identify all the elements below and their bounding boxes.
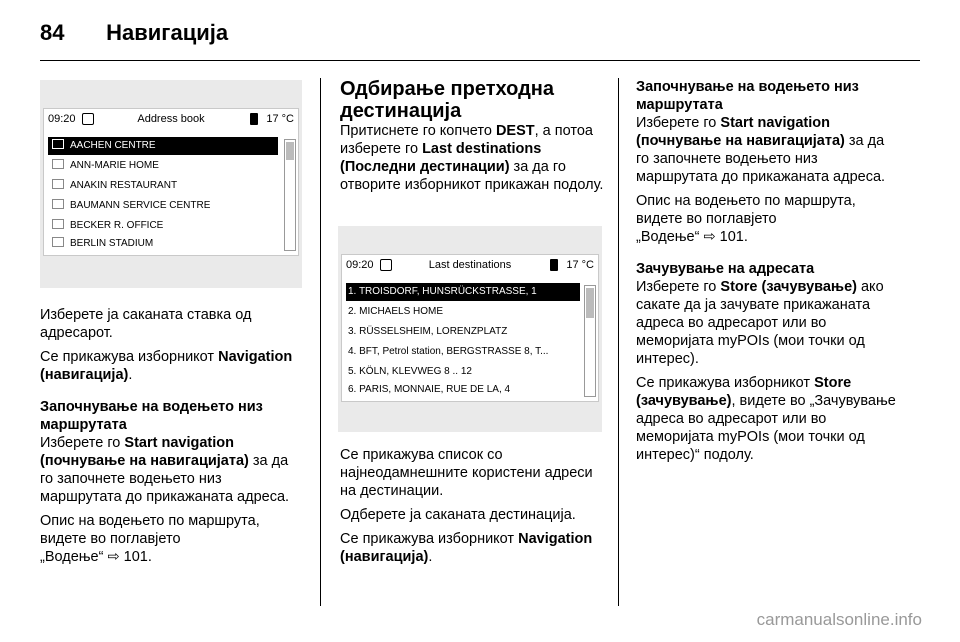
section-heading: Започнување на водењето низ маршрутата [636, 79, 859, 113]
cross-reference: „Водење“ ⇨ 101. [40, 549, 152, 565]
column-divider [320, 78, 321, 606]
list-item[interactable]: BAUMANN SERVICE CENTRE [48, 197, 210, 215]
scrollbar[interactable] [284, 139, 296, 251]
address-book-screen [43, 108, 299, 256]
paragraph: Опис на водењето по маршрута, видете во поглавјето „Водење“ ⇨ 101. [636, 193, 856, 245]
address-card-icon [52, 199, 64, 209]
middle-column [340, 78, 605, 200]
right-column [636, 78, 901, 470]
address-card-icon [52, 237, 64, 247]
paragraph: Притиснете го копчето DEST, а потоа изберете го Last destinations (Последни дестинации) за да го отворите изборникот прикажан подолу. [340, 123, 604, 193]
list-item[interactable]: 6. PARIS, MONNAIE, RUE DE LA, 4 [348, 384, 511, 395]
section-heading: Започнување на водењето низ маршрутата [40, 399, 263, 433]
screen-title: Address book [137, 113, 205, 125]
address-card-icon [52, 179, 64, 189]
paragraph: Изберете го Store (зачувување) ако сакате да ја зачувате прикажаната адреса во адресарот или во меморијата myPOIs (мои точки од интерес). [636, 279, 884, 367]
paragraph: Опис на водењето по маршрута, видете во поглавјето „Водење“ ⇨ 101. [40, 513, 260, 565]
paragraph: Одберете ја саканата дестинација. [340, 507, 576, 523]
phone-icon [250, 113, 258, 125]
watermark: carmanualsonline.info [756, 610, 922, 629]
status-bar [342, 255, 598, 275]
list-item[interactable]: 4. BFT, Petrol station, BERGSTRASSE 8, T... [348, 346, 549, 357]
cross-reference: „Водење“ ⇨ 101. [636, 229, 748, 245]
address-book-screenshot [40, 80, 302, 288]
paragraph: Изберете го Start navigation (почнување на навигацијата) за да го започнете водењето низ маршрутата до прикажаната адреса. [40, 435, 290, 505]
paragraph: Се прикажува изборникот Navigation (навигација). [40, 349, 293, 383]
header-rule [40, 60, 920, 61]
address-card-icon [52, 139, 64, 149]
page-header [40, 20, 228, 46]
paragraph: Изберете ја саканата ставка од адресарот. [40, 307, 252, 341]
scrollbar-thumb[interactable] [286, 142, 294, 160]
list-item[interactable]: BECKER R. OFFICE [48, 217, 163, 235]
list-item[interactable]: AACHEN CENTRE [48, 137, 278, 155]
page-title: Навигација [106, 20, 229, 45]
list-item[interactable]: ANN-MARIE HOME [48, 157, 159, 175]
address-card-icon [52, 159, 64, 169]
last-destinations-screenshot [338, 226, 602, 432]
scrollbar[interactable] [584, 285, 596, 397]
list-item[interactable]: BERLIN STADIUM [48, 235, 153, 253]
temperature: 17 °C [266, 113, 294, 125]
paragraph: Се прикажува изборникот Store (зачувување), видете во „Зачувување адреса во адресарот или во меморијата myPOIs (мои точки од интерес)“ подолу. [636, 375, 896, 463]
last-destinations-screen [341, 254, 599, 402]
status-bar [44, 109, 298, 129]
list-item[interactable]: ANAKIN RESTAURANT [48, 177, 177, 195]
list-item[interactable]: 3. RÜSSELSHEIM, LORENZPLATZ [348, 326, 508, 337]
scrollbar-thumb[interactable] [586, 288, 594, 318]
paragraph: Се прикажува список со најнеодамнешните користени адреси на дестинации. [340, 447, 593, 499]
clock-time: 09:20 [346, 259, 374, 271]
address-card-icon [52, 219, 64, 229]
list-item[interactable]: 5. KÖLN, KLEVWEG 8 .. 12 [348, 366, 472, 377]
paragraph: Се прикажува изборникот Navigation (навигација). [340, 531, 593, 565]
section-heading: Одбирање претходна дестинација [340, 78, 554, 122]
middle-column-lower [340, 446, 605, 572]
page-number: 84 [40, 20, 65, 45]
list-item[interactable]: 1. TROISDORF, HUNSRÜCKSTRASSE, 1 [346, 283, 580, 301]
paragraph: Изберете го Start navigation (почнување на навигацијата) за да го започнете водењето низ маршрутата до прикажаната адреса. [636, 115, 886, 185]
list-item[interactable]: 2. MICHAELS HOME [348, 306, 444, 317]
clock-time: 09:20 [48, 113, 76, 125]
temperature: 17 °C [566, 259, 594, 271]
screen-title: Last destinations [428, 259, 512, 271]
phone-icon [550, 259, 558, 271]
column-divider [618, 78, 619, 606]
section-heading: Зачувување на адресата [636, 261, 815, 277]
left-column [40, 306, 305, 572]
